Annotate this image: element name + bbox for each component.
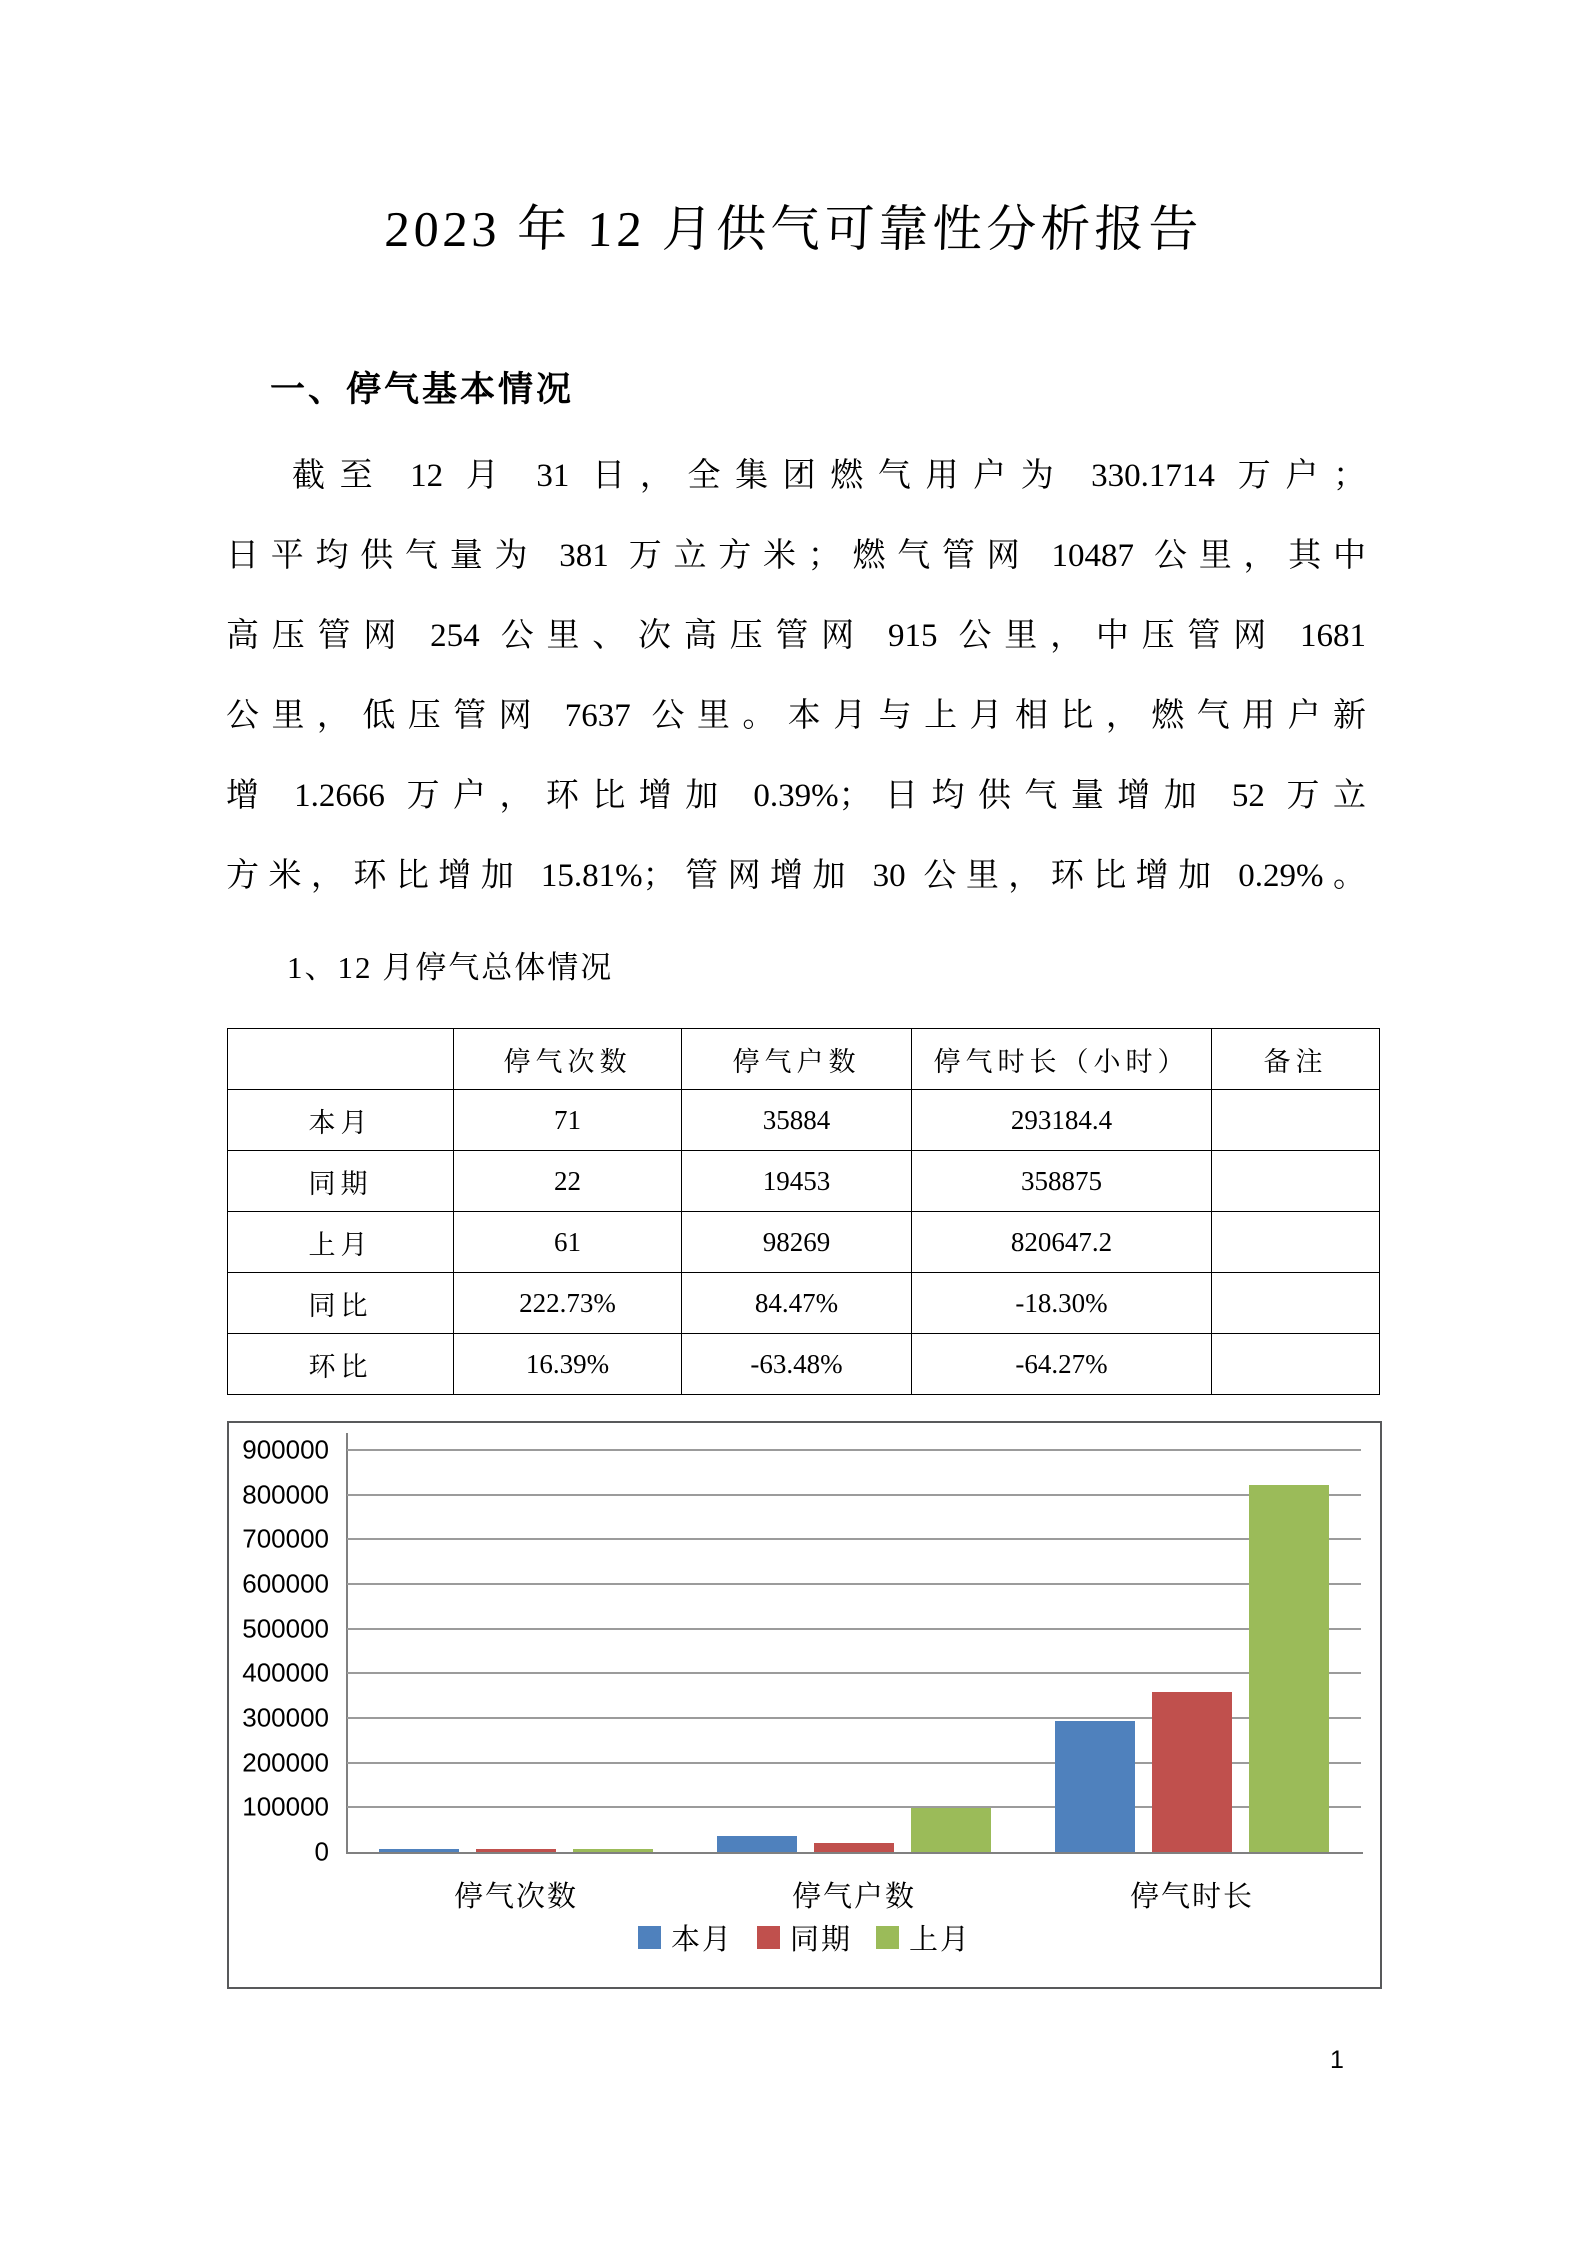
y-axis-tick-label: 300000 <box>242 1702 329 1733</box>
table-header-cell <box>228 1029 454 1090</box>
table-cell: -64.27% <box>912 1334 1212 1395</box>
table-cell: 19453 <box>682 1151 912 1212</box>
table-cell <box>1212 1151 1380 1212</box>
gridline <box>347 1583 1361 1585</box>
bar <box>1055 1721 1135 1852</box>
legend-item <box>757 1917 852 1958</box>
y-axis-tick-label: 700000 <box>242 1523 329 1554</box>
chart <box>227 1421 1382 1989</box>
body-paragraph <box>226 436 1366 916</box>
body-line: 公里，低压管网 7637 公里。本月与上月相比，燃气用户新 <box>226 698 1366 734</box>
category-label: 停气次数 <box>453 1881 578 1913</box>
y-axis-tick-label: 600000 <box>242 1568 329 1599</box>
body-line: 高压管网 254 公里、次高压管网 915 公里，中压管网 1681 <box>226 618 1366 654</box>
table-cell: 98269 <box>682 1212 912 1273</box>
category-label: 停气时长 <box>1129 1881 1254 1913</box>
table-row <box>228 1273 1380 1334</box>
table-cell <box>1212 1273 1380 1334</box>
legend-item <box>876 1917 971 1958</box>
table-row-label: 同期 <box>228 1151 454 1212</box>
table-cell: -63.48% <box>682 1334 912 1395</box>
legend-label: 本月 <box>670 1924 733 1956</box>
y-axis-tick-label: 400000 <box>242 1657 329 1688</box>
table-row <box>228 1151 1380 1212</box>
gridline <box>347 1494 1361 1496</box>
bar <box>1249 1485 1329 1852</box>
table-cell: 293184.4 <box>912 1090 1212 1151</box>
y-axis-tick-label: 200000 <box>242 1747 329 1778</box>
y-axis-tick-label: 800000 <box>242 1479 329 1510</box>
table-cell: 358875 <box>912 1151 1212 1212</box>
table-cell: 35884 <box>682 1090 912 1151</box>
y-axis-tick-label: 500000 <box>242 1613 329 1644</box>
table-row <box>228 1334 1380 1395</box>
bar <box>717 1836 797 1852</box>
table-cell: 222.73% <box>454 1273 682 1334</box>
table-header-cell: 停气户数 <box>682 1029 912 1090</box>
summary-table <box>227 1028 1380 1395</box>
table-cell <box>1212 1212 1380 1273</box>
bar <box>911 1808 991 1852</box>
gridline <box>347 1449 1361 1451</box>
table-header-row <box>228 1029 1380 1090</box>
table-cell <box>1212 1090 1380 1151</box>
table-row-label: 本月 <box>228 1090 454 1151</box>
gridline <box>347 1538 1361 1540</box>
table-cell: 820647.2 <box>912 1212 1212 1273</box>
body-line: 截至 12 月 31 日，全集团燃气用户为 330.1714 万户； <box>292 458 1366 494</box>
table-cell: 16.39% <box>454 1334 682 1395</box>
table-row-label: 上月 <box>228 1212 454 1273</box>
y-axis-tick-label: 100000 <box>242 1791 329 1822</box>
table-cell: 71 <box>454 1090 682 1151</box>
table-header-cell: 备注 <box>1212 1029 1380 1090</box>
table-cell: -18.30% <box>912 1273 1212 1334</box>
legend-swatch <box>638 1926 661 1949</box>
legend-label: 上月 <box>909 1924 972 1956</box>
table-cell <box>1212 1334 1380 1395</box>
y-axis-tick-label: 0 <box>314 1836 329 1867</box>
table-row <box>228 1212 1380 1273</box>
bar <box>1152 1692 1232 1852</box>
legend-label: 同期 <box>789 1924 852 1956</box>
section-heading: 一、停气基本情况 <box>270 370 575 409</box>
bar <box>379 1849 459 1852</box>
subsection-heading: 1、12 月停气总体情况 <box>287 950 614 985</box>
table-row-label: 环比 <box>228 1334 454 1395</box>
x-axis-line <box>346 1852 1363 1854</box>
table-cell: 61 <box>454 1212 682 1273</box>
body-line: 日平均供气量为 381 万立方米；燃气管网 10487 公里，其中 <box>226 538 1366 574</box>
bar <box>476 1849 556 1852</box>
table-row-label: 同比 <box>228 1273 454 1334</box>
table-header-cell: 停气时长（小时） <box>912 1029 1212 1090</box>
category-label: 停气户数 <box>791 1881 916 1913</box>
chart-legend <box>229 1917 1380 1958</box>
table-cell: 84.47% <box>682 1273 912 1334</box>
table-header-cell: 停气次数 <box>454 1029 682 1090</box>
body-line: 方米，环比增加 15.81%；管网增加 30 公里，环比增加 0.29%。 <box>226 858 1366 894</box>
doc-title: 2023 年 12 月供气可靠性分析报告 <box>383 201 1204 257</box>
gridline <box>347 1628 1361 1630</box>
bar <box>573 1849 653 1852</box>
bar <box>814 1843 894 1852</box>
body-line: 增 1.2666 万户，环比增加 0.39%；日均供气量增加 52 万立 <box>226 778 1366 814</box>
y-axis-line <box>346 1433 348 1854</box>
table-row <box>228 1090 1380 1151</box>
gridline <box>347 1672 1361 1674</box>
y-axis-tick-label: 900000 <box>242 1434 329 1465</box>
legend-item <box>638 1917 733 1958</box>
page-number: 1 <box>1330 2046 1344 2074</box>
table-cell: 22 <box>454 1151 682 1212</box>
legend-swatch <box>876 1926 899 1949</box>
legend-swatch <box>757 1926 780 1949</box>
